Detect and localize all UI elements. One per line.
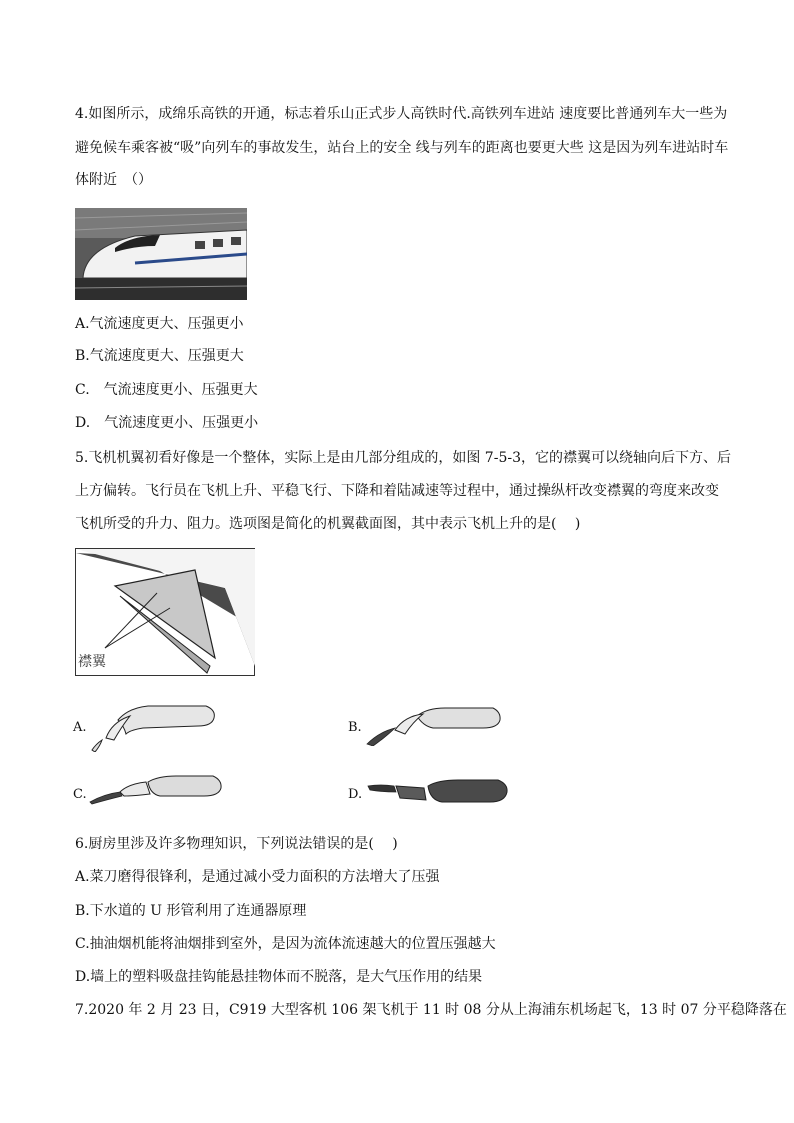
q6-option-b: B.下水道的 U 形管利用了连通器原理 bbox=[75, 903, 307, 919]
q5-text-line-2: 上方偏转。飞行员在飞机上升、平稳飞行、下降和着陆减速等过程中，通过操纵杆改变襟翼的弯度来改变 bbox=[75, 483, 719, 499]
q5-option-b-label: B. bbox=[348, 720, 362, 735]
q4-text-line-2: 避免候车乘客被“吸”向列车的事故发生，站台上的安全 线与列车的距离也要更大些 这是因为列车进站时车 bbox=[75, 140, 729, 156]
flap-label: 襟翼 bbox=[78, 654, 106, 670]
q6-text-line-1: 6.厨房里涉及许多物理知识，下列说法错误的是( ) bbox=[75, 836, 398, 852]
airfoil-option-a bbox=[88, 700, 218, 752]
high-speed-train-photo bbox=[75, 208, 247, 300]
q4-option-a: A.气流速度更大、压强更小 bbox=[75, 316, 244, 332]
wing-flap-figure bbox=[75, 548, 255, 676]
q6-option-d: D.墙上的塑料吸盘挂钩能悬挂物体而不脱落，是大气压作用的结果 bbox=[75, 969, 483, 985]
q4-option-c: C. 气流速度更小、压强更大 bbox=[75, 382, 258, 398]
q5-option-c-label: C. bbox=[73, 787, 87, 802]
q5-option-d-label: D. bbox=[348, 787, 363, 802]
q5-option-a-label: A. bbox=[73, 720, 87, 735]
airfoil-option-c bbox=[88, 772, 223, 808]
q5-text-line-3: 飞机所受的升力、阻力。选项图是简化的机翼截面图，其中表示飞机上升的是( ) bbox=[75, 516, 581, 532]
q4-option-d: D. 气流速度更小、压强更小 bbox=[75, 415, 259, 431]
q7-text-line-1: 7.2020 年 2 月 23 日，C919 大型客机 106 架飞机于 11 时 08 分从上海浦东机场起飞，13 时 07 分平稳降落在 bbox=[75, 1002, 787, 1018]
q6-option-c: C.抽油烟机能将油烟排到室外，是因为流体流速越大的位置压强越大 bbox=[75, 936, 496, 952]
airfoil-option-d bbox=[366, 776, 511, 810]
q4-option-b: B.气流速度更大、压强更大 bbox=[75, 348, 244, 364]
airfoil-option-b bbox=[365, 702, 505, 746]
q4-text-line-1: 4.如图所示，成绵乐高铁的开通，标志着乐山正式步人高铁时代.高铁列车进站 速度要比普通列车大一些为 bbox=[75, 106, 728, 122]
q4-text-line-3: 体附近 （） bbox=[75, 172, 152, 188]
q5-text-line-1: 5.飞机机翼初看好像是一个整体，实际上是由几部分组成的，如图 7-5-3，它的襟翼可以绕轴向后下方、后 bbox=[75, 450, 731, 466]
q6-option-a: A.菜刀磨得很锋利，是通过减小受力面积的方法增大了压强 bbox=[75, 869, 440, 885]
